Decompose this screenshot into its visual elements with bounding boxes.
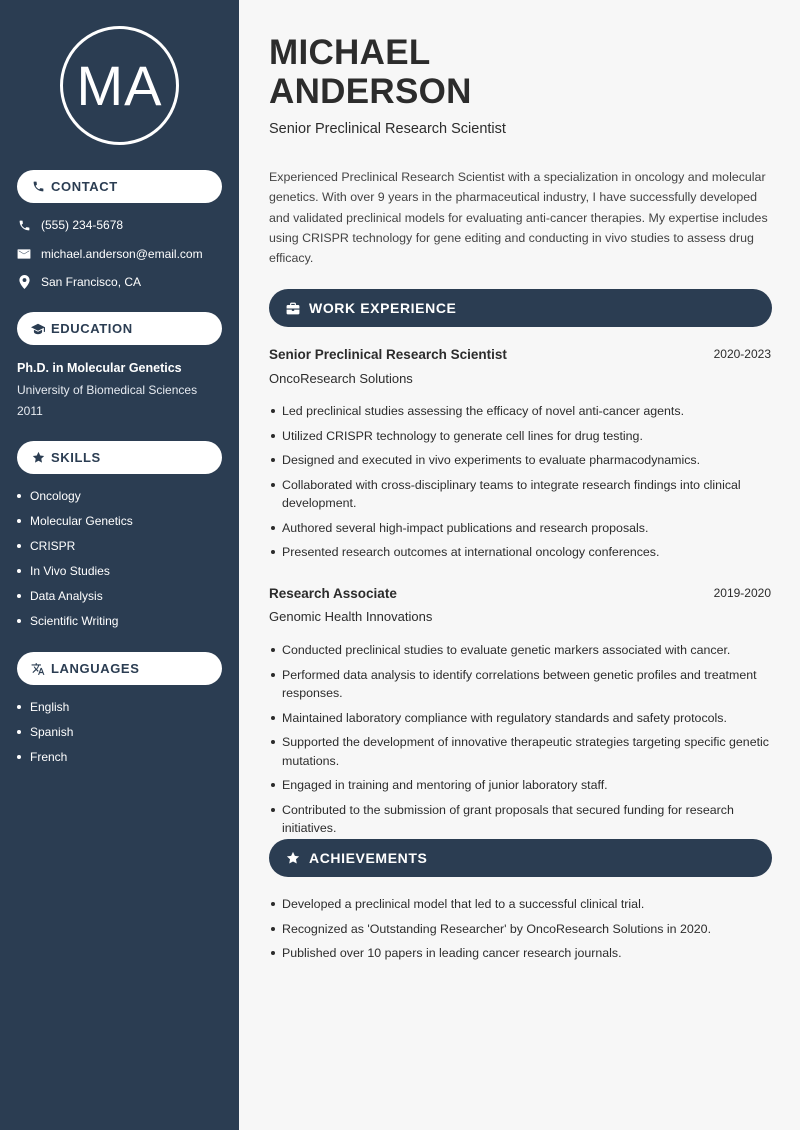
skill-item: Oncology bbox=[17, 483, 133, 508]
list-item: Supported the development of innovative therapeutic strategies targeting specific genetic mutations. bbox=[269, 733, 769, 770]
list-item: Engaged in training and mentoring of junior laboratory staff. bbox=[269, 776, 769, 795]
star-icon bbox=[31, 451, 45, 465]
languages-heading-pill bbox=[17, 652, 222, 685]
phone-icon bbox=[31, 180, 45, 194]
skills-heading-pill bbox=[17, 441, 222, 474]
achievements-banner bbox=[269, 839, 772, 877]
list-item: Led preclinical studies assessing the efficacy of novel anti-cancer agents. bbox=[269, 402, 769, 421]
full-name bbox=[269, 33, 472, 111]
monogram-avatar: MA bbox=[60, 26, 179, 145]
skill-item: Molecular Genetics bbox=[17, 508, 133, 533]
achievements-list bbox=[269, 895, 769, 969]
list-item: Presented research outcomes at international oncology conferences. bbox=[269, 543, 769, 562]
job-1-dates: 2020-2023 bbox=[713, 347, 771, 361]
work-experience-heading: WORK EXPERIENCE bbox=[309, 300, 457, 316]
job-2-bullets bbox=[269, 641, 769, 844]
job-1-bullets bbox=[269, 402, 769, 568]
language-item: English bbox=[17, 694, 73, 719]
list-item: Performed data analysis to identify correlations between genetic profiles and treatment responses. bbox=[269, 666, 769, 703]
contact-phone-row bbox=[17, 218, 123, 232]
work-experience-banner bbox=[269, 289, 772, 327]
phone-icon bbox=[17, 218, 31, 232]
skill-item: CRISPR bbox=[17, 533, 133, 558]
list-item: Contributed to the submission of grant proposals that secured funding for research initiatives. bbox=[269, 801, 769, 838]
job-2-title: Research Associate bbox=[269, 586, 397, 601]
contact-email[interactable]: michael.anderson@email.com bbox=[41, 247, 203, 261]
list-item: Developed a preclinical model that led to a successful clinical trial. bbox=[269, 895, 769, 914]
languages-list bbox=[17, 694, 73, 769]
list-item: Collaborated with cross-disciplinary teams to integrate research findings into clinical development. bbox=[269, 476, 769, 513]
language-item: French bbox=[17, 744, 73, 769]
list-item: Recognized as 'Outstanding Researcher' by OncoResearch Solutions in 2020. bbox=[269, 920, 769, 939]
job-1-title: Senior Preclinical Research Scientist bbox=[269, 347, 507, 362]
star-icon bbox=[285, 851, 300, 866]
languages-heading: LANGUAGES bbox=[51, 661, 140, 676]
job-1-company: OncoResearch Solutions bbox=[269, 371, 413, 386]
education-heading: EDUCATION bbox=[51, 321, 133, 336]
list-item: Maintained laboratory compliance with regulatory standards and safety protocols. bbox=[269, 709, 769, 728]
translate-icon bbox=[31, 662, 45, 676]
achievements-heading: ACHIEVEMENTS bbox=[309, 850, 428, 866]
graduation-cap-icon bbox=[31, 322, 45, 336]
education-degree: Ph.D. in Molecular Genetics bbox=[17, 361, 182, 375]
list-item: Designed and executed in vivo experiments to evaluate pharmacodynamics. bbox=[269, 451, 769, 470]
skills-heading: SKILLS bbox=[51, 450, 101, 465]
name-last: ANDERSON bbox=[269, 72, 472, 111]
map-pin-icon bbox=[17, 275, 31, 289]
skill-item: In Vivo Studies bbox=[17, 558, 133, 583]
language-item: Spanish bbox=[17, 719, 73, 744]
contact-location-row bbox=[17, 275, 141, 289]
headline-title: Senior Preclinical Research Scientist bbox=[269, 121, 506, 137]
contact-heading: CONTACT bbox=[51, 179, 118, 194]
sidebar bbox=[0, 0, 239, 1130]
name-first: MICHAEL bbox=[269, 33, 431, 72]
education-school: University of Biomedical Sciences bbox=[17, 383, 198, 397]
list-item: Utilized CRISPR technology to generate cell lines for drug testing. bbox=[269, 427, 769, 446]
contact-location: San Francisco, CA bbox=[41, 275, 142, 289]
contact-email-row bbox=[17, 247, 203, 261]
briefcase-icon bbox=[285, 301, 300, 316]
list-item: Conducted preclinical studies to evaluate genetic markers associated with cancer. bbox=[269, 641, 769, 660]
job-2-company: Genomic Health Innovations bbox=[269, 609, 433, 624]
contact-heading-pill bbox=[17, 170, 222, 203]
job-2-dates: 2019-2020 bbox=[713, 586, 771, 600]
skills-list bbox=[17, 483, 133, 633]
list-item: Authored several high-impact publications and research proposals. bbox=[269, 519, 769, 538]
skill-item: Data Analysis bbox=[17, 583, 133, 608]
education-year: 2011 bbox=[17, 404, 43, 418]
education-heading-pill bbox=[17, 312, 222, 345]
skill-item: Scientific Writing bbox=[17, 608, 133, 633]
contact-phone[interactable]: (555) 234-5678 bbox=[41, 218, 124, 232]
main-content bbox=[239, 0, 800, 1130]
profile-summary: Experienced Preclinical Research Scientist with a specialization in oncology and molecular genetics. With over 9 years in the pharmaceutical industry, I have successfully developed and validated preclinical models for evaluating anti-cancer therapies. My expertise includes using CRISPR technology for gene editing and conducting in vivo studies to assess drug efficacy. bbox=[269, 170, 768, 266]
list-item: Published over 10 papers in leading cancer research journals. bbox=[269, 944, 769, 963]
envelope-icon bbox=[17, 247, 31, 261]
